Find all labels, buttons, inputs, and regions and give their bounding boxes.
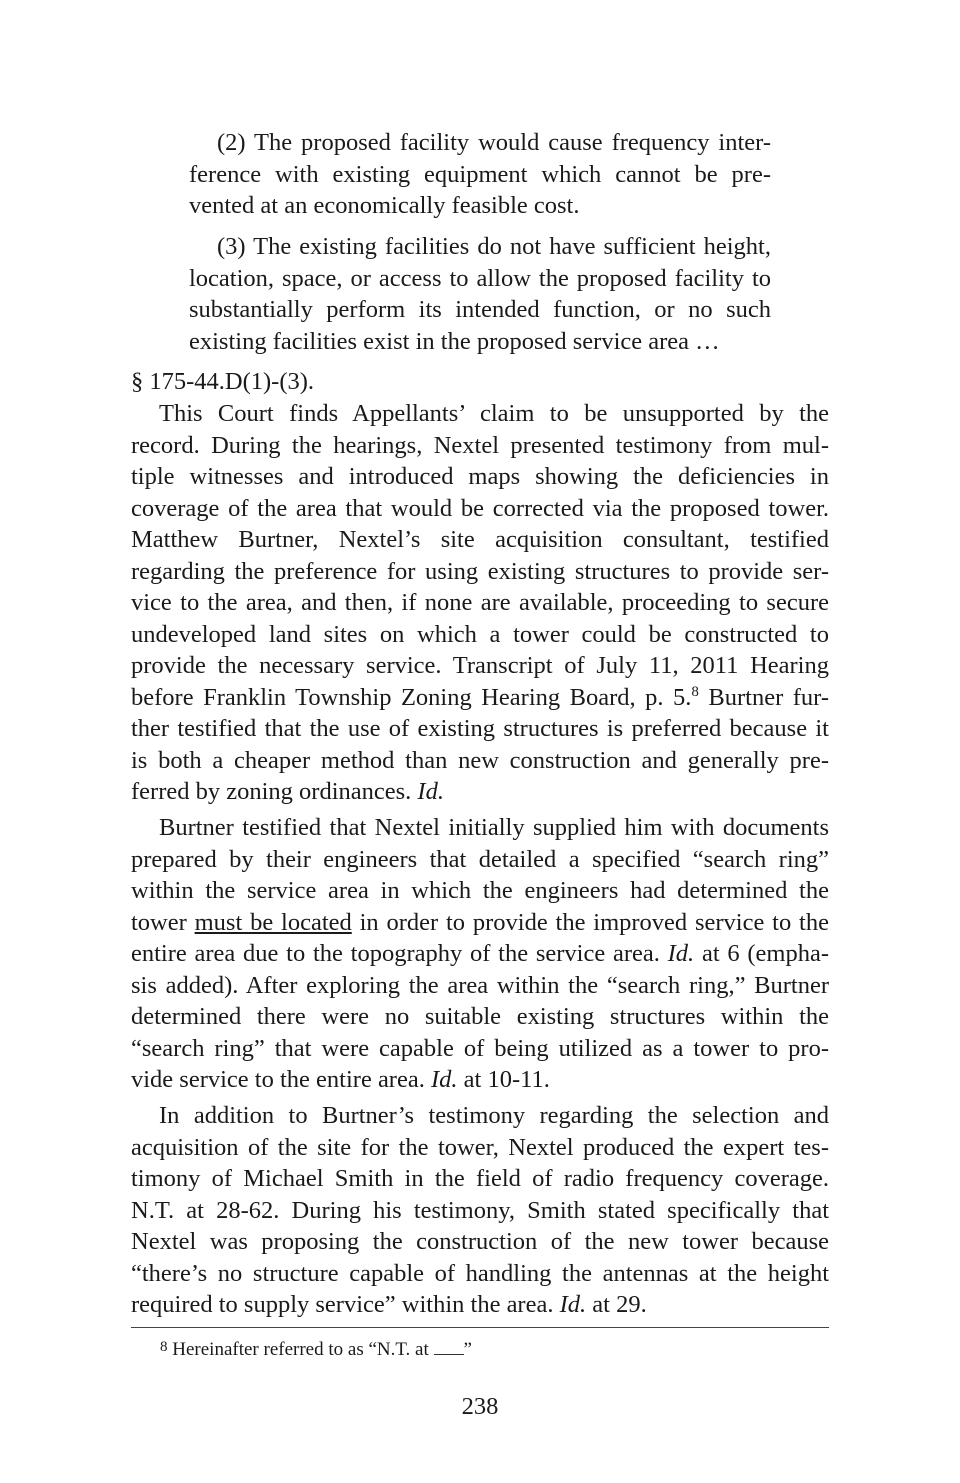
footnote-divider xyxy=(131,1327,829,1328)
text-run: Burtner fur- xyxy=(698,683,829,711)
paragraph-2 xyxy=(131,812,829,1096)
paragraph-line: record. During the hearings, Nextel presented testimony from mul- xyxy=(131,431,829,459)
quote-line: vented at an economically feasible cost. xyxy=(189,192,580,219)
paragraph-line: In addition to Burtner’s testimony regarding the selection and xyxy=(159,1102,829,1129)
paragraph-line xyxy=(131,907,829,939)
paragraph-line xyxy=(131,1064,829,1096)
paragraph-line: vice to the area, and then, if none are available, proceeding to secure xyxy=(131,589,829,616)
paragraph-line: regarding the preference for using existing structures to provide ser- xyxy=(131,557,829,585)
quote-line: ference with existing equipment which cannot be pre- xyxy=(189,160,771,188)
paragraph-line: prepared by their engineers that detailed a specified “search ring” xyxy=(131,845,829,873)
paragraph-line: is both a cheaper method than new construction and generally pre- xyxy=(131,746,829,774)
text-run: at 10-11. xyxy=(457,1066,550,1093)
paragraph-line: This Court finds Appellants’ claim to be unsupported by the xyxy=(159,400,829,427)
text-run: in order to provide the improved service to the xyxy=(351,908,829,936)
quote-line: (2) The proposed facility would cause frequency inter- xyxy=(217,129,771,156)
footnote-text: Hereinafter referred to as “N.T. at xyxy=(167,1339,434,1360)
paragraph-3 xyxy=(131,1100,829,1321)
text-run: at 6 (empha- xyxy=(694,940,829,967)
paragraph-line: undeveloped land sites on which a tower could be constructed to xyxy=(131,620,829,648)
quote-line: existing facilities exist in the proposed service area … xyxy=(189,327,720,355)
id-citation: Id. xyxy=(559,1291,587,1318)
quote-line: substantially perform its intended function, or no such xyxy=(189,296,771,323)
text-run: at 29. xyxy=(586,1291,647,1318)
paragraph-line: determined there were no suitable existing structures within the xyxy=(131,1003,829,1030)
paragraph-line: tiple witnesses and introduced maps showing the deficiencies in xyxy=(131,463,829,490)
underlined-emphasis: must be located xyxy=(194,908,352,936)
footnote xyxy=(160,1338,472,1362)
text-run: entire area due to the topography of the service area. xyxy=(131,940,668,967)
paragraph-line: sis added). After exploring the area within the “search ring,” Burtner xyxy=(131,971,829,999)
id-citation: Id. xyxy=(667,940,695,967)
paragraph-line xyxy=(131,1289,829,1321)
paragraph-line: “there’s no structure capable of handling the antennas at the height xyxy=(131,1259,829,1287)
quote-line: (3) The existing facilities do not have sufficient height, xyxy=(217,233,771,260)
paragraph-line: Burtner testified that Nextel initially supplied him with documents xyxy=(159,814,829,841)
paragraph-line: within the service area in which the engineers had determined the xyxy=(131,877,829,904)
quote-item-2 xyxy=(189,127,771,222)
text-run: before Franklin Township Zoning Hearing Board, p. 5. xyxy=(131,683,692,711)
statute-citation-block xyxy=(131,366,829,398)
text-run: required to supply service” within the area. xyxy=(131,1291,560,1318)
paragraph-line xyxy=(131,938,829,970)
paragraph-line xyxy=(131,776,829,808)
footnote-reference: 8 xyxy=(691,683,699,700)
page-number: 238 xyxy=(461,1393,499,1420)
text-run: tower xyxy=(131,908,195,936)
quote-line: location, space, or access to allow the proposed facility to xyxy=(189,264,771,292)
paragraph-line: N.T. at 28-62. During his testimony, Smith stated specifically that xyxy=(131,1196,829,1224)
paragraph-line: “search ring” that were capable of being utilized as a tower to pro- xyxy=(131,1034,829,1062)
footnote-blank-line xyxy=(434,1340,464,1355)
paragraph-line: timony of Michael Smith in the field of radio frequency coverage. xyxy=(131,1165,829,1192)
text-run: ferred by zoning ordinances. xyxy=(131,778,418,805)
paragraph-line: acquisition of the site for the tower, Nextel produced the expert tes- xyxy=(131,1133,829,1161)
paragraph-line: provide the necessary service. Transcript of July 11, 2011 Hearing xyxy=(131,652,829,679)
quote-item-3 xyxy=(189,231,771,357)
paragraph-line: ther testified that the use of existing structures is preferred because it xyxy=(131,715,829,742)
paragraph-1 xyxy=(131,398,829,808)
text-run: vide service to the entire area. xyxy=(131,1066,431,1093)
paragraph-line: coverage of the area that would be corrected via the proposed tower. xyxy=(131,494,829,522)
paragraph-line: Nextel was proposing the construction of the new tower because xyxy=(131,1228,829,1255)
footnote-number: 8 xyxy=(160,1339,168,1355)
paragraph-line xyxy=(131,682,829,714)
paragraph-line: Matthew Burtner, Nextel’s site acquisition consultant, testified xyxy=(131,526,829,553)
footnote-text-end: ” xyxy=(463,1339,472,1360)
id-citation: Id. xyxy=(417,778,444,805)
id-citation: Id. xyxy=(430,1066,458,1093)
statute-citation: § 175-44.D(1)-(3). xyxy=(131,368,315,395)
